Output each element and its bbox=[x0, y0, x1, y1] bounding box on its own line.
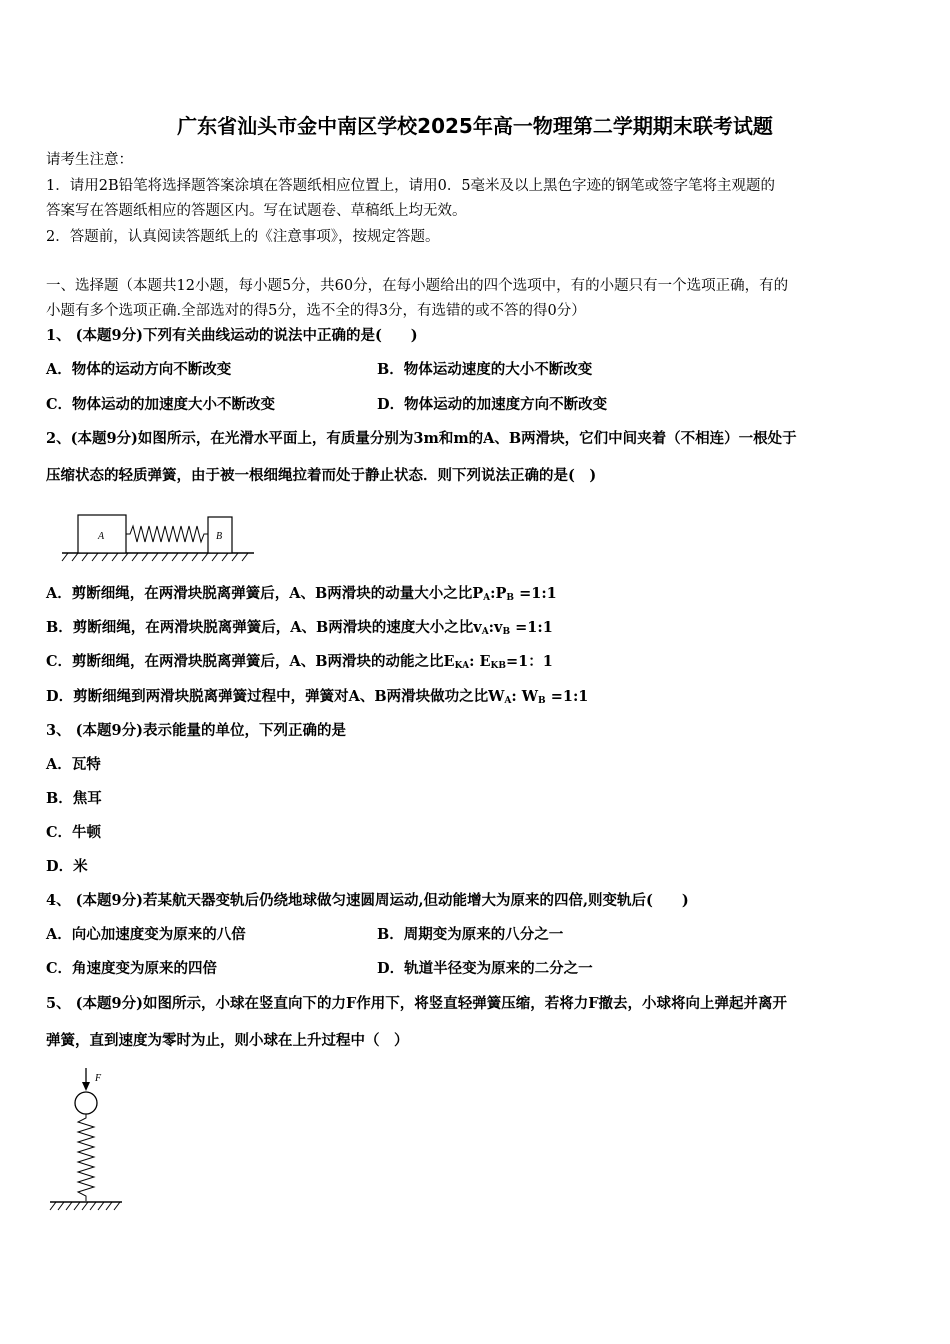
spring-blocks-figure bbox=[58, 508, 258, 564]
q3-option-a: A．瓦特 bbox=[46, 756, 101, 773]
q2-option-c-text: C．剪断细绳，在两滑块脱离弹簧后，A、B两滑块的动能之比E bbox=[46, 653, 455, 670]
q2-option-c-mid: : E bbox=[469, 653, 491, 670]
q1-option-c: C．物体运动的加速度大小不断改变 bbox=[46, 396, 276, 413]
notice-heading: 请考生注意： bbox=[46, 152, 133, 168]
spring bbox=[126, 526, 208, 542]
q2-option-a-mid: :P bbox=[490, 585, 507, 602]
q2-option-b bbox=[46, 618, 553, 642]
q2-option-b-ratio: =1:1 bbox=[510, 619, 553, 636]
q2-option-b-sub2: B bbox=[502, 627, 511, 637]
q1-option-b: B．物体运动速度的大小不断改变 bbox=[377, 361, 593, 378]
q2-option-d-sub2: B bbox=[538, 696, 546, 706]
q2-option-a-sub1: A bbox=[483, 593, 491, 603]
block-a-label: A bbox=[98, 531, 105, 542]
q5-stem-line1: 5、 (本题9分)如图所示，小球在竖直向下的力F作用下，将竖直轻弹簧压缩，若将力F撤去，小球将向上弹起并离开 bbox=[46, 995, 788, 1012]
page-title: 广东省汕头市金中南区学校2025年高一物理第二学期期末联考试题 bbox=[177, 114, 773, 138]
q4-stem: 4、 (本题9分)若某航天器变轨后仍绕地球做匀速圆周运动,但动能增大为原来的四倍,则变轨后( ) bbox=[46, 892, 689, 909]
q2-option-d-ratio: =1:1 bbox=[545, 688, 589, 705]
q2-stem-line2: 压缩状态的轻质弹簧，由于被一根细绳拉着而处于静止状态．则下列说法正确的是( ) bbox=[46, 467, 597, 484]
notice-item2: 2．答题前，认真阅读答题纸上的《注意事项》，按规定答题。 bbox=[46, 229, 440, 245]
q2-option-a bbox=[46, 584, 557, 608]
q2-option-a-sub2: B bbox=[506, 593, 515, 603]
q2-option-b-text: B．剪断细绳，在两滑块脱离弹簧后，A、B两滑块的速度大小之比v bbox=[46, 619, 482, 636]
q2-option-c-sub2: KB bbox=[490, 661, 506, 671]
q1-option-d: D．物体运动的加速度方向不断改变 bbox=[377, 396, 608, 413]
block-b-label: B bbox=[216, 531, 223, 542]
force-label: F bbox=[95, 1073, 102, 1084]
q4-option-c: C．角速度变为原来的四倍 bbox=[46, 960, 218, 977]
ball bbox=[75, 1092, 97, 1114]
q3-stem: 3、 (本题9分)表示能量的单位，下列正确的是 bbox=[46, 722, 346, 739]
q1-stem: 1、 (本题9分)下列有关曲线运动的说法中正确的是( ) bbox=[46, 327, 418, 344]
q2-stem-line1: 2、(本题9分)如图所示，在光滑水平面上，有质量分别为3m和m的A、B两滑块，它们中间夹着（不相连）一根处于 bbox=[46, 430, 797, 447]
q2-option-b-sub1: A bbox=[481, 627, 489, 637]
q3-option-c: C．牛顿 bbox=[46, 824, 102, 841]
vertical-spring bbox=[78, 1114, 94, 1201]
q1-option-a: A．物体的运动方向不断改变 bbox=[46, 361, 232, 378]
q4-option-a: A．向心加速度变为原来的八倍 bbox=[46, 926, 246, 943]
q2-option-d-sub1: A bbox=[504, 696, 512, 706]
q2-option-d bbox=[46, 687, 588, 711]
q2-option-c-sub1: KA bbox=[454, 661, 470, 671]
section-heading-line2: 小题有多个选项正确.全部选对的得5分，选不全的得3分，有选错的或不答的得0分） bbox=[46, 303, 586, 319]
q2-option-c bbox=[46, 652, 553, 676]
notice-item1-line2: 答案写在答题纸相应的答题区内。写在试题卷、草稿纸上均无效。 bbox=[46, 203, 467, 219]
q4-option-b: B．周期变为原来的八分之一 bbox=[377, 926, 564, 943]
q2-option-b-mid: :v bbox=[488, 619, 503, 636]
q5-stem-line2: 弹簧，直到速度为零时为止，则小球在上升过程中（ ） bbox=[46, 1032, 409, 1049]
q2-option-d-text: D．剪断细绳到两滑块脱离弹簧过程中，弹簧对A、B两滑块做功之比W bbox=[46, 688, 505, 705]
q2-option-a-ratio: =1:1 bbox=[514, 585, 557, 602]
q3-option-d: D．米 bbox=[46, 858, 88, 875]
q3-option-b: B．焦耳 bbox=[46, 790, 102, 807]
force-arrowhead bbox=[82, 1082, 90, 1091]
q2-option-a-text: A．剪断细绳，在两滑块脱离弹簧后，A、B两滑块的动量大小之比P bbox=[46, 585, 484, 602]
q4-option-d: D．轨道半径变为原来的二分之一 bbox=[377, 960, 593, 977]
section-heading-line1: 一、选择题（本题共12小题，每小题5分，共60分，在每小题给出的四个选项中，有的小题只有一个选项正确，有的 bbox=[46, 278, 789, 294]
ball-spring-figure bbox=[46, 1065, 128, 1217]
notice-item1-line1: 1．请用2B铅笔将选择题答案涂填在答题纸相应位置上，请用0．5毫米及以上黑色字迹的钢笔或签字笔将主观题的 bbox=[46, 178, 776, 194]
q2-option-d-mid: : W bbox=[511, 688, 539, 705]
q2-option-c-ratio: =1：1 bbox=[505, 653, 553, 670]
